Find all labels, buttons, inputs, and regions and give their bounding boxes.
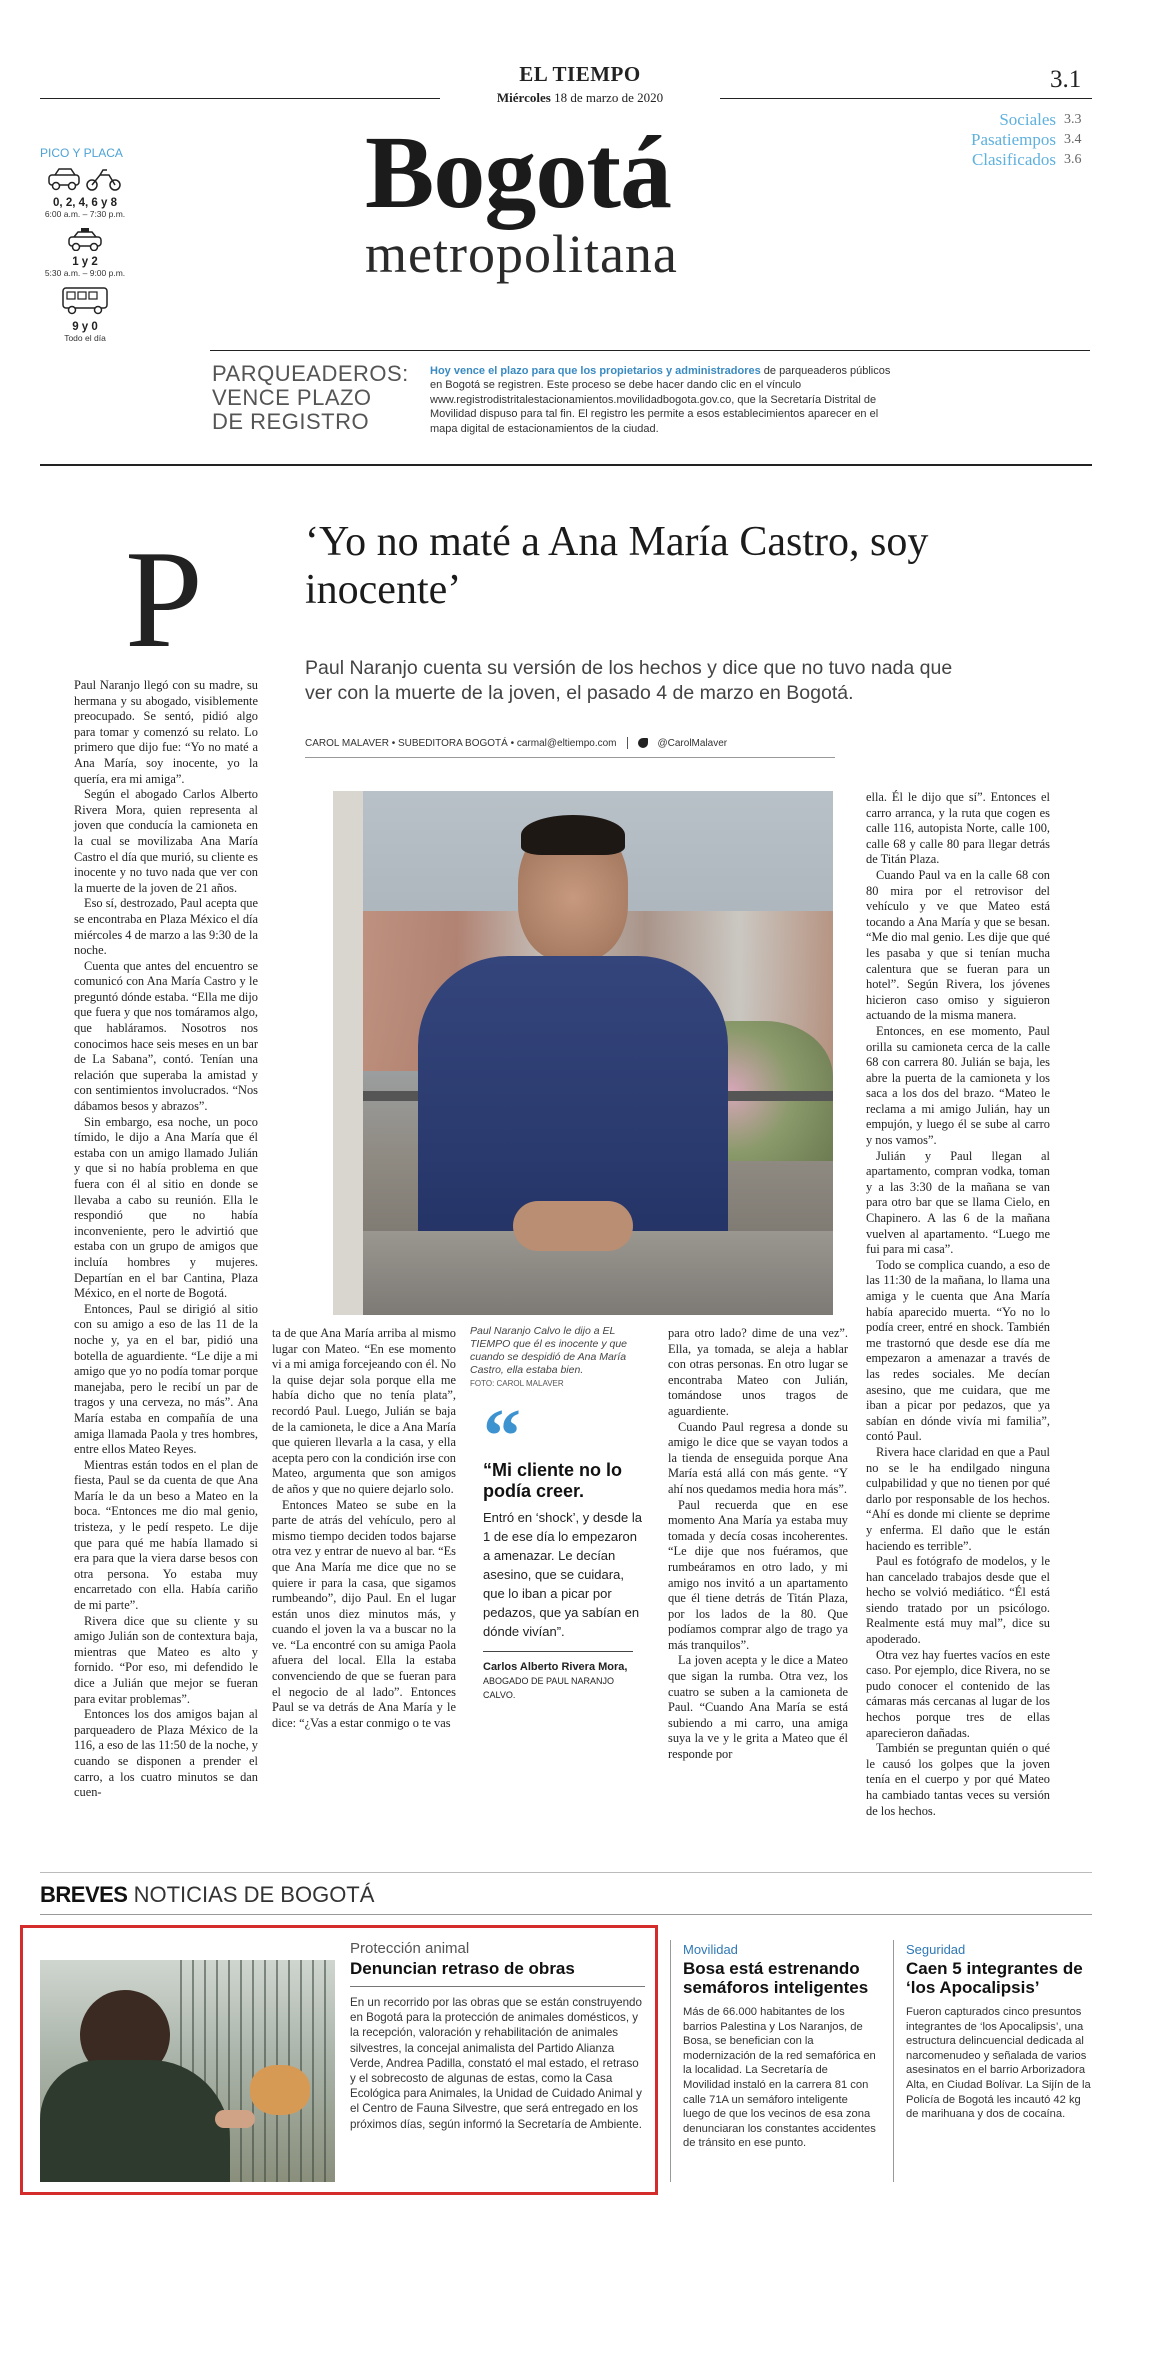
article-paragraph: Mientras están todos en el plan de fiesta, Paul se da cuenta de que Ana María le da un beso a Mateo en la boca. “Entonces me dio mal genio, tristeza, y le pedí respeto. Le dije que para qué me había llamado si era para que la viera darse besos con otra persona. Yo estaba muy encarretado con ella. Había cariño de mi parte”. xyxy=(74,1457,258,1613)
pico-placa-item xyxy=(40,227,130,278)
section-subtitle: metropolitana xyxy=(365,224,678,284)
notice-body xyxy=(430,364,900,436)
article-paragraph: Cuando Paul va en la calle 68 con 80 mira por el retrovisor del vehículo y ve que Mateo está tocando a Ana María y que se besan. “Me dio mal genio. Les dije que qué les pasaba y que si tenían mucha calentura que se fueran para un hotel”. Según Rivera, los jóvenes hicieron caso omiso y siguieron actuando de la misma manera. xyxy=(866,867,1050,1023)
article-paragraph: ella. Él le dijo que sí”. Entonces el carro arranca, y la ruta que cogen es calle 116, autopista Norte, calle 100, calle 68 y calle 80 para llegar detrás de Titán Plaza. xyxy=(866,790,1050,867)
pico-placa-item xyxy=(40,286,130,343)
article-column-3 xyxy=(668,1326,848,1763)
index-label: Sociales xyxy=(999,110,1056,129)
quote-author: Carlos Alberto Rivera Mora, xyxy=(483,1661,628,1673)
restriction-hours: 6:00 a.m. – 7:30 p.m. xyxy=(44,209,126,219)
article-paragraph: Rivera hace claridad en que a Paul no se le ha endilgado ninguna culpabilidad y que no tienen por qué darlo por responsable de los hechos. “Ahí es donde mi cliente se deprime y enferma. El daño que le están haciendo es terrible”. xyxy=(866,1444,1050,1553)
plate-digits: 9 y 0 xyxy=(72,321,98,333)
brief-item xyxy=(350,1940,645,2132)
index-label: Pasatiempos xyxy=(971,130,1056,149)
photo-hands xyxy=(513,1201,633,1251)
brief-body: Fueron capturados cinco presuntos integrantes de ‘los Apocalipsis’, una estructura delincuencial dedicada al narcomenudeo y señalada de varios asesinatos en el barrio Arborizadora Alta, en Ciudad Bolívar. La Sijín de la Policía de Bogotá les incautó 42 kg de marihuana y dos de cocaína. xyxy=(906,2006,1091,2121)
car-and-motorcycle-icon xyxy=(45,166,125,192)
photo-hand xyxy=(215,2110,255,2128)
article-paragraph: Rivera dice que su cliente y su amigo Julián son de contextura baja, mientras que Mateo es alto y fornido. “Por eso, mi defendido le dice a Julián que mejor se fueran para evitar problemas”. xyxy=(74,1613,258,1706)
quote-title: “Mi cliente no lo podía creer. xyxy=(483,1460,623,1501)
masthead-rule-left xyxy=(40,98,440,99)
brief-divider xyxy=(670,1940,671,2182)
quote-mark-icon: “ xyxy=(483,1408,521,1454)
index-label: Clasificados xyxy=(971,150,1056,169)
issue-weekday: Miércoles xyxy=(496,90,551,105)
notice-title-line: PARQUEADEROS: xyxy=(212,361,409,386)
breves-label xyxy=(40,1882,374,1908)
index-page: 3.4 xyxy=(1064,132,1082,147)
article-paragraph: para otro lado? dime de una vez”. Ella, ya tomada, se aleja a hablar con otras personas. En otro lugar se encontraba Mateo con Julián, tomándose unos tragos de aguardiente. xyxy=(668,1326,848,1418)
drop-cap: P xyxy=(125,522,203,677)
issue-date-rest: 18 de marzo de 2020 xyxy=(554,90,664,105)
article-paragraph: Entonces, en ese momento, Paul orilla su camioneta cerca de la calle 68 con carrera 80. Julián se baja, les abre la puerta de la camioneta y los saca a los dos del brazo. “Mateo le reclama a mi amigo Julián, hay un empujón, y luego él se sube al carro y nos vamos”. xyxy=(866,1023,1050,1148)
pico-placa-title: PICO Y PLACA xyxy=(40,146,123,160)
byline-separator xyxy=(627,737,628,749)
section-index xyxy=(900,110,1090,170)
quote-body: Entró en ‘shock’, y desde la 1 de ese día lo empezaron a amenazar. Le decían asesino, que se cuidara, que lo iban a picar por pedazos, que ya sabían en dónde vivían”. xyxy=(483,1510,642,1639)
notice-lead: Hoy vence el plazo para que los propietarios y administradores xyxy=(430,365,761,377)
brief-photo xyxy=(40,1960,335,2182)
quote-attribution xyxy=(483,1660,643,1702)
article-paragraph: Paul recuerda que en ese momento Ana María ya estaba muy tomada y decía cosas incoherentes. “Le dije que nos fuéramos, que rumbeáramos en otro lado, y mi amigo nos invitó a un apartamento que él tiene detrás de Titán Plaza, por los lados de la 80. Que podíamos comprar algo de trago ya más tranquilos”. xyxy=(668,1497,848,1652)
article-dek: Paul Naranjo cuenta su versión de los hechos y dice que no tuvo nada que ver con la muerte de la joven, el pasado 4 de marzo en Bogotá. xyxy=(305,657,953,704)
index-item[interactable] xyxy=(900,150,1090,170)
breves-label-rule xyxy=(40,1914,1092,1915)
article-paragraph: Entonces, Paul se dirigió al sitio con su amigo a eso de las 11 de la noche y, ya en el bar, pidió una botella de aguardiente. “Le dije a mi amigo que yo no podía tomar porque manejaba, pero le recibí un par de tragos y una cerveza, no más”. Ana María estaba en compañía de una amiga llamada Paola y tres hombres, entre ellos Mateo Reyes. xyxy=(74,1301,258,1457)
pico-placa-box xyxy=(40,146,140,343)
article-paragraph: También se preguntan quién o qué le causó los golpes que la joven tenía en el cuerpo y por qué Mateo ha cambiado tantas veces su versión de los hechos. xyxy=(866,1741,1050,1818)
brief-item xyxy=(906,1942,1096,2122)
breves-label-bold: BREVES xyxy=(40,1882,128,1907)
photo-caption xyxy=(470,1325,650,1388)
brief-title: Bosa está estrenando semáforos inteligentes xyxy=(683,1959,869,1997)
plate-digits: 0, 2, 4, 6 y 8 xyxy=(53,197,117,209)
notice-title-line: VENCE PLAZO xyxy=(212,385,372,410)
caption-credit: FOTO: CAROL MALAVER xyxy=(470,1379,564,1388)
article-paragraph: Entonces Mateo se sube en la parte de atrás del vehículo, pero al mismo tiempo deciden todos bajarse otra vez y entrar de nuevo al bar. “Es que Ana María me dice que no se quiere ir para la casa, que sigamos rumbeando”, dijo Paul. En el lugar están unos diez minutos más, y cuando el joven la va a buscar no la ve. “La encontré con su amiga Paola afuera del local. Ella la estaba convenciendo de que se fueran para el negocio de al lado”. Entonces Paul se va detrás de Ana María y le dice: “¿Vas a estar conmigo o te vas xyxy=(272,1497,456,1730)
header-bottom-rule xyxy=(40,464,1092,466)
byline-author: CAROL MALAVER • SUBEDITORA BOGOTÁ • carmal@eltiempo.com xyxy=(305,737,617,749)
article-paragraph: Sin embargo, esa noche, un poco tímido, le dijo a Ana María que él estaba con un amigo llamado Julián y que si no había problema en que fuera con él al sitio en donde se llevaba a cabo su reunión. Ella le respondió que no había inconveniente, pero le advirtió que estaba con un grupo de amigos que incluía hombres y mujeres. Departían en el bar Cantina, Plaza México, en el norte de Bogotá. xyxy=(74,1114,258,1301)
article-paragraph: Otra vez hay fuertes vacíos en este caso. Por ejemplo, dice Rivera, no se pudo conocer el contenido de las cámaras más cercanas al lugar de los hechos porque tres de ellas aparecieron dañadas. xyxy=(866,1647,1050,1740)
bus-icon xyxy=(61,286,109,316)
article-paragraph: Todo se complica cuando, a eso de las 11:30 de la mañana, lo llama una amiga y le cuenta que Ana María había aparecido muerta. “Yo no lo podía creer, entré en shock. También me trastornó que desde ese día me empezaron a amenazar a través de las redes sociales. Me decían asesino, que me cuidara, que me iban a picar por pedazos, que ya sabían en dónde vivía mi familia”, contó Paul. xyxy=(866,1257,1050,1444)
notice-text: de parqueaderos públicos en Bogotá se registren. Este proceso se debe hacer dando clic en el vínculo www.registrodistritalestacionamientos.movilidadbogota.gov.co, que la Secretaría Distrital de Movilidad dispuso para tal fin. El registro les permite a esos establecimientos aparecer en el mapa digital de estacionamientos de la ciudad. xyxy=(430,365,891,435)
breves-label-rest: NOTICIAS DE BOGOTÁ xyxy=(133,1882,375,1907)
index-item[interactable] xyxy=(900,130,1090,150)
quote-role: ABOGADO DE PAUL NARANJO CALVO. xyxy=(483,1676,615,1700)
pico-placa-item xyxy=(40,166,130,219)
article-paragraph: ta de que Ana María arriba al mismo lugar con Mateo. “En ese momento vi a mi amiga forcejeando con él. No la quise dejar sola porque ella me había dicho que no tenía plata”, recordó Paul. Luego, Julián se baja de la camioneta, le dice a Ana María que quieren llevarla a la casa, y ella acepta pero con la condición irse con Mateo, argumenta que son amigos de años y que no quiere dejarlo solo. xyxy=(272,1326,456,1496)
brief-category: Seguridad xyxy=(906,1942,966,1957)
newspaper-name: EL TIEMPO xyxy=(519,62,641,86)
quote-rule xyxy=(483,1651,633,1652)
index-item[interactable] xyxy=(900,110,1090,130)
brief-body: Más de 66.000 habitantes de los barrios Palestina y Los Naranjos, de Bosa, se benefician con la modernización de la red semafórica en la localidad. La Secretaría de Movilidad instaló en la carrera 81 con calle 71A un semáforo inteligente luego de que los vecinos de esa zona denunciaran los constantes accidentes de tránsito en ese punto. xyxy=(683,2006,876,2150)
page-number: 3.1 xyxy=(1050,66,1082,93)
restriction-hours: 5:30 a.m. – 9:00 p.m. xyxy=(44,268,126,278)
article-column-1 xyxy=(74,678,258,1801)
photo-woman-body xyxy=(40,2060,230,2182)
brief-title-rule xyxy=(350,1986,645,1987)
article-paragraph: Julián y Paul llegan al apartamento, compran vodka, toman y a las 3:30 de la mañana se van para otro bar que se llama Cielo, en Chapinero. A las 6 de la mañana vuelven al apartamento. “Luego me fui para mi casa”. xyxy=(866,1148,1050,1257)
brief-body: En un recorrido por las obras que se están construyendo en Bogotá para la protección de animales domésticos, y la recepción, valoración y rehabilitación de animales silvestres, la concejal animalista del Partido Alianza Verde, Andrea Padilla, constató el mal estado, el retraso y el sobrecosto de algunas de estas, como la Casa Ecológica para Animales, la Unidad de Cuidado Animal y el Centro de Fauna Silvestre, que será entregado en los próximos días, según informó la Secretaría de Ambiente. xyxy=(350,1996,642,2131)
notice-title xyxy=(212,362,409,434)
article-paragraph: Entonces los dos amigos bajan al parqueadero de Plaza México de la 116, a eso de las 11:50 de la noche, y cuando se disponen a prender el carro, a los cuatro minutos se dan cuen- xyxy=(74,1707,258,1800)
article-paragraph: Eso sí, destrozado, Paul acepta que se encontraba en Plaza México el día miércoles 4 de marzo a las 9:30 de la noche. xyxy=(74,896,258,958)
article-paragraph: Paul Naranjo llegó con su madre, su hermana y su abogado, visiblemente preocupado. Se sentó, pidió algo para tomar y comenzó su relato. Lo primero que dijo fue: “Yo no maté a Ana María, soy inocente, yo la quería, era mi amiga”. xyxy=(74,678,258,786)
index-page: 3.6 xyxy=(1064,152,1082,167)
article-paragraph: Según el abogado Carlos Alberto Rivera Mora, quien representa al joven que conducía la camioneta en la cual se movilizaba Ana María Castro el día que murió, su cliente es inocente y no tuvo nada que ver con la muerte de la joven de 21 años. xyxy=(74,787,258,895)
twitter-icon xyxy=(638,738,648,748)
brief-category: Protección animal xyxy=(350,1940,470,1957)
article-paragraph: Paul es fotógrafo de modelos, y le han cancelado trabajos desde que el hecho se volvió mediático. “Él está siendo tratado por un psicólogo. Realmente está muy mal”, dice su apoderado. xyxy=(866,1554,1050,1647)
article-headline: ‘Yo no maté a Ana María Castro, soy inocente’ xyxy=(305,519,929,613)
article-column-4 xyxy=(866,790,1050,1819)
breves-top-rule xyxy=(40,1872,1092,1873)
masthead-rule-right xyxy=(720,98,1092,99)
index-page: 3.3 xyxy=(1064,112,1082,127)
byline-twitter[interactable]: @CarolMalaver xyxy=(657,737,728,749)
issue-date xyxy=(420,90,740,106)
photo-cat xyxy=(250,2065,310,2115)
caption-text: Paul Naranjo Calvo le dijo a EL TIEMPO que él es inocente y que cuando se despidió de Ana María Castro, ella estaba bien. xyxy=(470,1325,628,1376)
byline xyxy=(305,737,727,749)
article-paragraph: Cuenta que antes del encuentro se comunicó con Ana María Castro y le preguntó dónde estaba. “Ella me dijo que fuera y que nos tomáramos algo, que habláramos. Nosotros nos conocimos hace seis meses en un bar de La Sabana”, contó. Tenían una relación que superaba la amistad y con sentimientos involucrados. “Nos dábamos besos y abrazos”. xyxy=(74,958,258,1114)
article-paragraph: Cuando Paul regresa a donde su amigo le dice que se vayan todos a la tienda de enseguida porque Ana María está allá con más gente. “Y ahí nos quedamos media hora más”. xyxy=(668,1419,848,1496)
photo-person-hair xyxy=(521,815,625,855)
article-column-2 xyxy=(272,1326,456,1731)
notice-title-line: DE REGISTRO xyxy=(212,409,370,434)
restriction-hours: Todo el día xyxy=(64,333,106,343)
brief-title: Caen 5 integrantes de ‘los Apocalipsis’ xyxy=(906,1959,1083,1997)
brief-category: Movilidad xyxy=(683,1942,738,1957)
article-photo xyxy=(333,791,833,1315)
article-paragraph: La joven acepta y le dice a Mateo que sigan la rumba. Otra vez, los cuatro se suben a la camioneta de Paul. “Cuando Ana María se está subiendo a mi carro, una amiga suya la ve y le grita a Mateo que él responde por xyxy=(668,1653,848,1762)
taxi-icon xyxy=(65,227,105,251)
brief-divider xyxy=(893,1940,894,2182)
section-title: Bogotá xyxy=(365,115,671,230)
pull-quote xyxy=(483,1408,643,1702)
byline-rule xyxy=(305,757,835,758)
brief-title: Denuncian retraso de obras xyxy=(350,1959,575,1978)
notice-top-rule xyxy=(210,350,1090,351)
plate-digits: 1 y 2 xyxy=(72,256,98,268)
brief-item xyxy=(683,1942,878,2151)
